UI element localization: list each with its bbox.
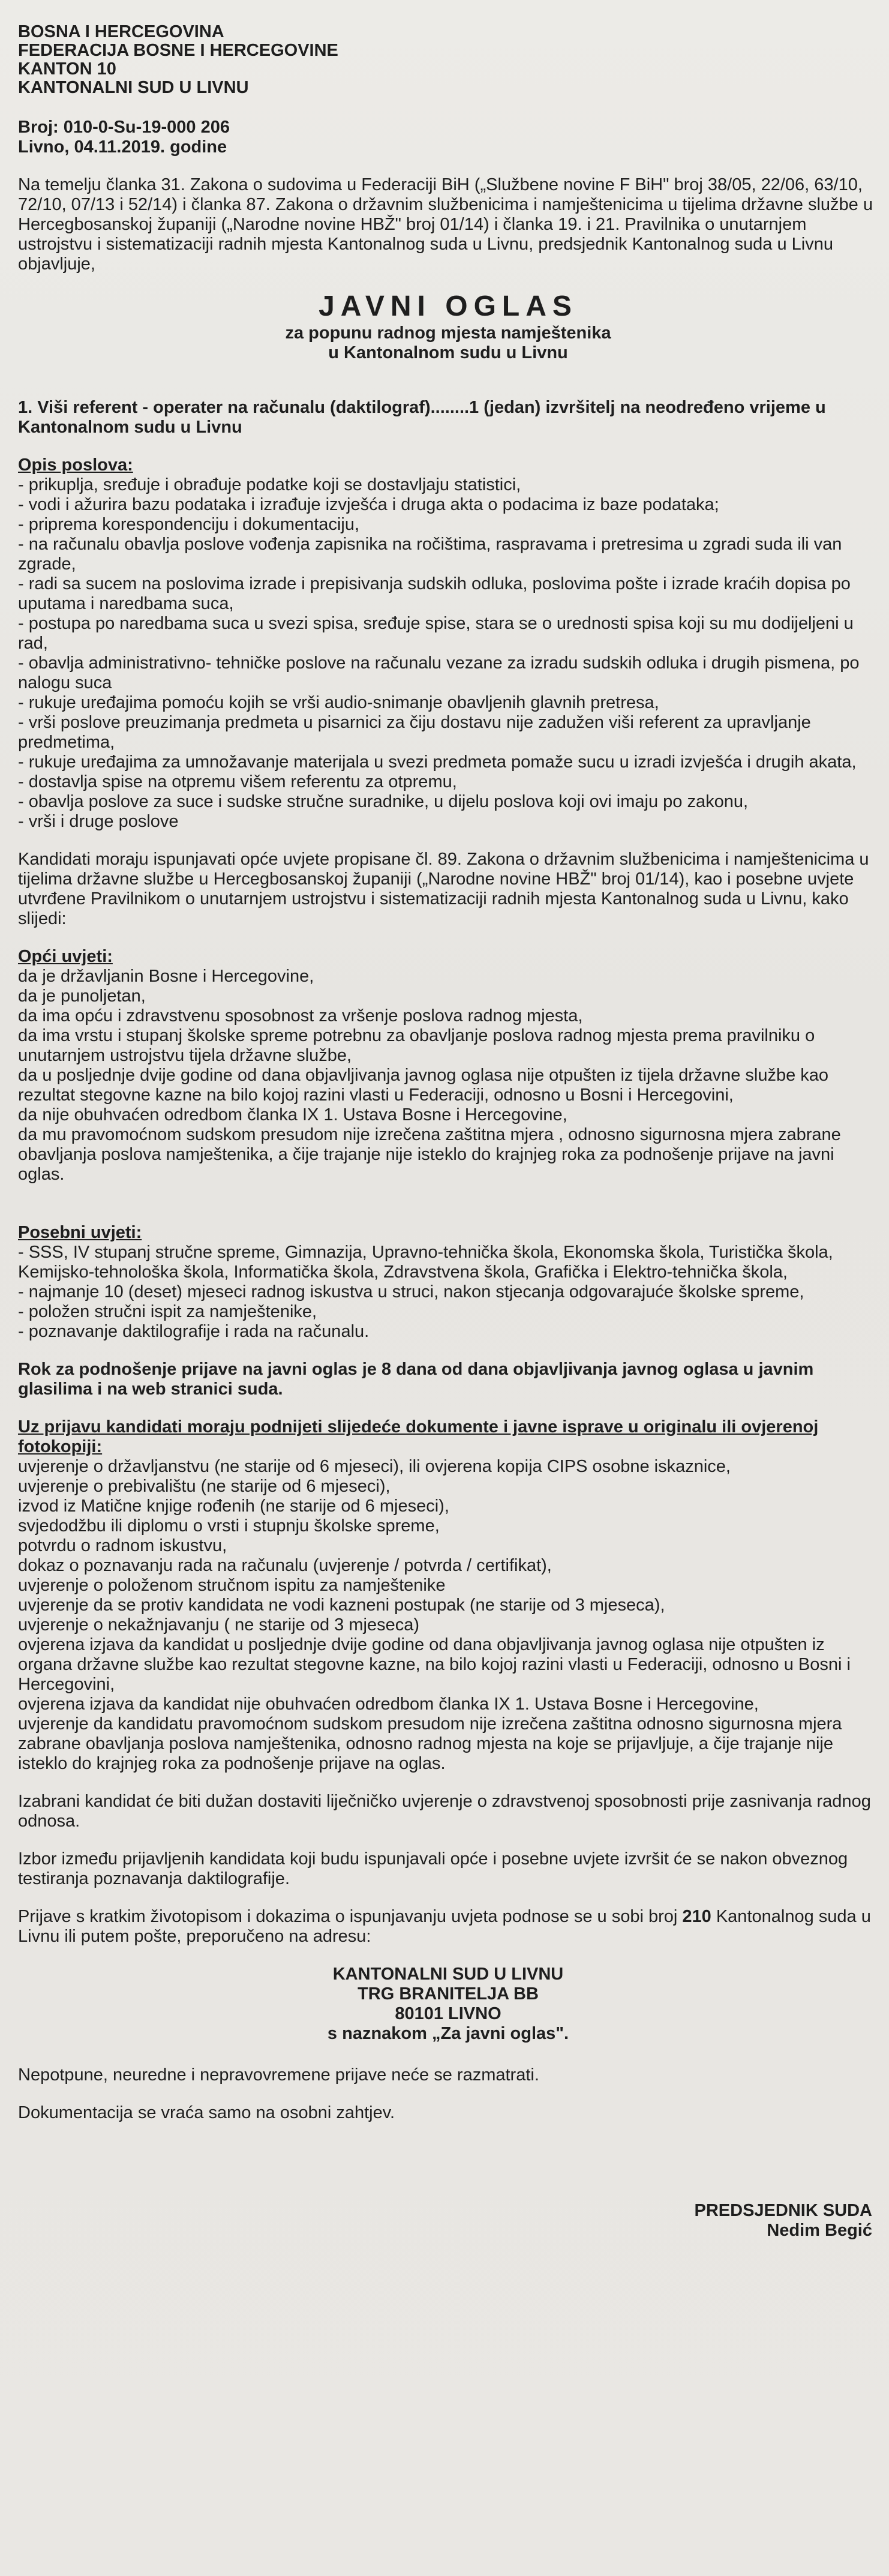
document-item: uvjerenje o nekažnjavanju ( ne starije od 3 mjeseca) [18, 1615, 419, 1635]
condition-item: - poznavanje daktilografije i rada na računalu. [18, 1322, 370, 1341]
document-item: ovjerena izjava da kandidat nije obuhvaćen odredbom članka IX 1. Ustava Bosne i Hercegovine, [18, 1695, 759, 1714]
duty-item: - rukuje uređajima pomoću kojih se vrši audio-snimanje obavljenih glavnih pretresa, [18, 693, 659, 712]
signature-name: Nedim Begić [767, 2221, 872, 2240]
mailing-address [18, 1965, 878, 2044]
duty-item: - obavlja poslove za suce i sudske stručne suradnike, u dijelu poslova koji ovi imaju po zakonu, [18, 792, 749, 811]
signature-block [18, 2201, 872, 2241]
incomplete-applications-note: Nepotpune, neuredne i nepravovremene prijave neće se razmatrati. [18, 2065, 539, 2085]
duty-item: - na računalu obavlja poslove vođenja zapisnika na ročištima, raspravama i pretresima u zgradi suda ili van zgrade, [18, 535, 842, 574]
condition-item: da nije obuhvaćen odredbom članka IX 1. Ustava Bosne i Hercegovine, [18, 1105, 567, 1124]
duty-item: - vodi i ažurira bazu podataka i izrađuje izvješća i druga akta o podacima iz baze podataka; [18, 495, 719, 514]
health-certificate-note: Izabrani kandidat će biti dužan dostaviti liječničko uvjerenje o zdravstvenoj sposobnosti prije zasnivanja radnog odnosa. [18, 1792, 871, 1831]
document-item: uvjerenje o položenom stručnom ispitu za namještenike [18, 1576, 446, 1595]
header-line: KANTONALNI SUD U LIVNU [18, 78, 249, 97]
document-item: ovjerena izjava da kandidat u posljednje dvije godine od dana objavljivanja javnog oglasa nije otpušten iz organa državne službe kao rezultat stegovne kazne, na bilo kojoj razini vlasti u Federaciji, odnosno u Bosni i Hercegovini, [18, 1635, 851, 1694]
condition-item: da ima vrstu i stupanj školske spreme potrebnu za obavljanje poslova radnog mjesta prema pravilniku o unutarnjem ustrojstvu tijela državne službe, [18, 1026, 815, 1065]
condition-item: da je punoljetan, [18, 986, 146, 1006]
condition-item: - SSS, IV stupanj stručne spreme, Gimnazija, Upravno-tehnička škola, Ekonomska škola, Turistička škola, Kemijsko-tehnološka škola, Informatička škola, Zdravstvena škola, Grafička i Elektro-tehnička škola, [18, 1243, 833, 1282]
condition-item: - položen stručni ispit za namještenike, [18, 1302, 317, 1321]
conditions-intro: Kandidati moraju ispunjavati opće uvjete propisane čl. 89. Zakona o državnim službenicima i namještenicima u tijelima državne službe u Hercegbosanskoj županiji („Narodne novine HBŽ" broj 01/14), kao i posebne uvjete utvrđene Pravilnikom o unutarnjem ustrojstvu i sistematizaciji radnih mjesta Kantonalnog suda u Livnu, kako slijedi: [18, 850, 869, 928]
reference-number: Broj: 010-0-Su-19-000 206 [18, 118, 230, 137]
address-line: TRG BRANITELJA BB [358, 1984, 539, 2004]
duty-item: - obavlja administrativno- tehničke poslove na računalu vezane za izradu sudskih odluka i drugih pismena, po nalogu suca [18, 653, 860, 692]
header-line: BOSNA I HERCEGOVINA [18, 22, 224, 41]
general-conditions-list [18, 967, 878, 1184]
condition-item: da u posljednje dvije godine od dana objavljivanja javnog oglasa nije otpušten iz tijela državne službe kao rezultat stegovne kazne na bilo kojoj razini vlasti u Federaciji, odnosno u Bosni i Hercegovini, [18, 1066, 829, 1105]
submission-text: Kantonalnog suda u Livnu ili putem pošte, preporučeno na adresu: [18, 1907, 871, 1946]
condition-item: da je državljanin Bosne i Hercegovine, [18, 967, 314, 986]
submission-note [18, 1907, 878, 1947]
document-date: Livno, 04.11.2019. godine [18, 137, 227, 157]
duty-item: - prikuplja, sređuje i obrađuje podatke koji se dostavljaju statistici, [18, 475, 521, 494]
application-deadline: Rok za podnošenje prijave na javni oglas je 8 dana od dana objavljivanja javnog oglasa u javnim glasilima i na web stranici suda. [18, 1360, 814, 1399]
duty-item: - radi sa sucem na poslovima izrade i prepisivanja sudskih odluka, poslovima pošte i izrade kraćih dopisa po uputama i naredbama suca, [18, 574, 851, 613]
header-line: KANTON 10 [18, 59, 116, 79]
address-line: KANTONALNI SUD U LIVNU [332, 1965, 564, 1984]
condition-item: - najmanje 10 (deset) mjeseci radnog iskustva u struci, nakon stjecanja odgovarajuće školske spreme, [18, 1282, 804, 1302]
notice-title: JAVNI OGLAS [319, 290, 578, 322]
duty-item: - postupa po naredbama suca u svezi spisa, sređuje spise, stara se o urednosti spisa koji su mu dodijeljeni u rad, [18, 614, 854, 653]
signature-role: PREDSJEDNIK SUDA [694, 2201, 872, 2220]
notice-subtitle: za popunu radnog mjesta namještenika [285, 323, 611, 343]
condition-item: da ima opću i zdravstvenu sposobnost za vršenje poslova radnog mjesta, [18, 1006, 583, 1025]
duties-heading: Opis poslova: [18, 455, 133, 475]
intro-paragraph: Na temelju članka 31. Zakona o sudovima u Federaciji BiH („Službene novine F BiH" broj 38/05, 22/06, 63/10, 72/10, 07/13 i 52/14) i članka 87. Zakona o državnim službenicima i namještenicima u tijelima državne službe u Hercegbosanskoj županiji („Narodne novine HBŽ" broj 01/14) i članka 19. i 21. Pravilnika o unutarnjem ustrojstvu i sistematizaciji radnih mjesta Kantonalnog suda u Livnu, predsjednik Kantonalnog suda u Livnu objavljuje, [18, 175, 873, 274]
condition-item: da mu pravomoćnom sudskom presudom nije izrečena zaštitna mjera , odnosno sigurnosna mjera zabrane obavljanja poslova namještenika, a čije trajanje nije isteklo do krajnjeg roka za podnošenje prijave na javni oglas. [18, 1125, 841, 1184]
duty-item: - vrši poslove preuzimanja predmeta u pisarnici za čiju dostavu nije zadužen viši referent za upravljanje predmetima, [18, 713, 811, 752]
document-item: svjedodžbu ili diplomu o vrsti i stupnju školske spreme, [18, 1516, 440, 1536]
document-item: uvjerenje o prebivalištu (ne starije od 6 mjeseci), [18, 1477, 391, 1496]
document-item: dokaz o poznavanju rada na računalu (uvjerenje / potvrda / certifikat), [18, 1556, 552, 1575]
document-item: uvjerenje da se protiv kandidata ne vodi kazneni postupak (ne starije od 3 mjeseca), [18, 1596, 665, 1615]
position-title: 1. Viši referent - operater na računalu (daktilograf)........1 (jedan) izvršitelj na neodređeno vrijeme u Kantonalnom sudu u Livnu [18, 398, 826, 437]
general-conditions-heading: Opći uvjeti: [18, 947, 113, 966]
testing-note: Izbor između prijavljenih kandidata koji budu ispunjavali opće i posebne uvjete izvršit će se nakon obveznog testiranja poznavanja daktilografije. [18, 1849, 848, 1888]
duty-item: - priprema korespondenciju i dokumentaciju, [18, 515, 360, 534]
documents-heading: Uz prijavu kandidati moraju podnijeti slijedeće dokumente i javne isprave u originalu ili ovjerenoj fotokopiji: [18, 1417, 819, 1456]
documentation-return-note: Dokumentacija se vraća samo na osobni zahtjev. [18, 2103, 395, 2122]
address-line: 80101 LIVNO [395, 2004, 501, 2023]
special-conditions-list [18, 1243, 878, 1342]
room-number: 210 [682, 1907, 711, 1926]
duty-item: - dostavlja spise na otpremu višem referentu za otpremu, [18, 772, 457, 791]
header-line: FEDERACIJA BOSNE I HERCEGOVINE [18, 41, 338, 60]
document-item: potvrdu o radnom iskustvu, [18, 1536, 227, 1555]
document-item: uvjerenje da kandidatu pravomoćnom sudskom presudom nije izrečena zaštitna odnosno sigurnosna mjera zabrane obavljanja poslova namještenika, odnosno radnog mjesta na koje se prijavljuje, a čije trajanje nije isteklo do krajnjeg roka za podnošenje prijave na oglas. [18, 1714, 842, 1773]
address-line: s naznakom „Za javni oglas". [327, 2024, 569, 2043]
duty-item: - vrši i druge poslove [18, 812, 179, 831]
document-item: izvod iz Matične knjige rođenih (ne starije od 6 mjeseci), [18, 1497, 449, 1516]
special-conditions-heading: Posebni uvjeti: [18, 1223, 142, 1242]
duty-item: - rukuje uređajima za umnožavanje materijala u svezi predmeta pomaže sucu u izradi izvješća i drugih akata, [18, 752, 857, 772]
submission-text: Prijave s kratkim životopisom i dokazima o ispunjavanju uvjeta podnose se u sobi broj [18, 1907, 683, 1926]
notice-subtitle: u Kantonalnom sudu u Livnu [328, 343, 568, 362]
duties-list [18, 475, 878, 832]
document-item: uvjerenje o državljanstvu (ne starije od 6 mjeseci), ili ovjerena kopija CIPS osobne iskaznice, [18, 1457, 731, 1476]
documents-list [18, 1457, 878, 1774]
court-header [18, 23, 878, 97]
